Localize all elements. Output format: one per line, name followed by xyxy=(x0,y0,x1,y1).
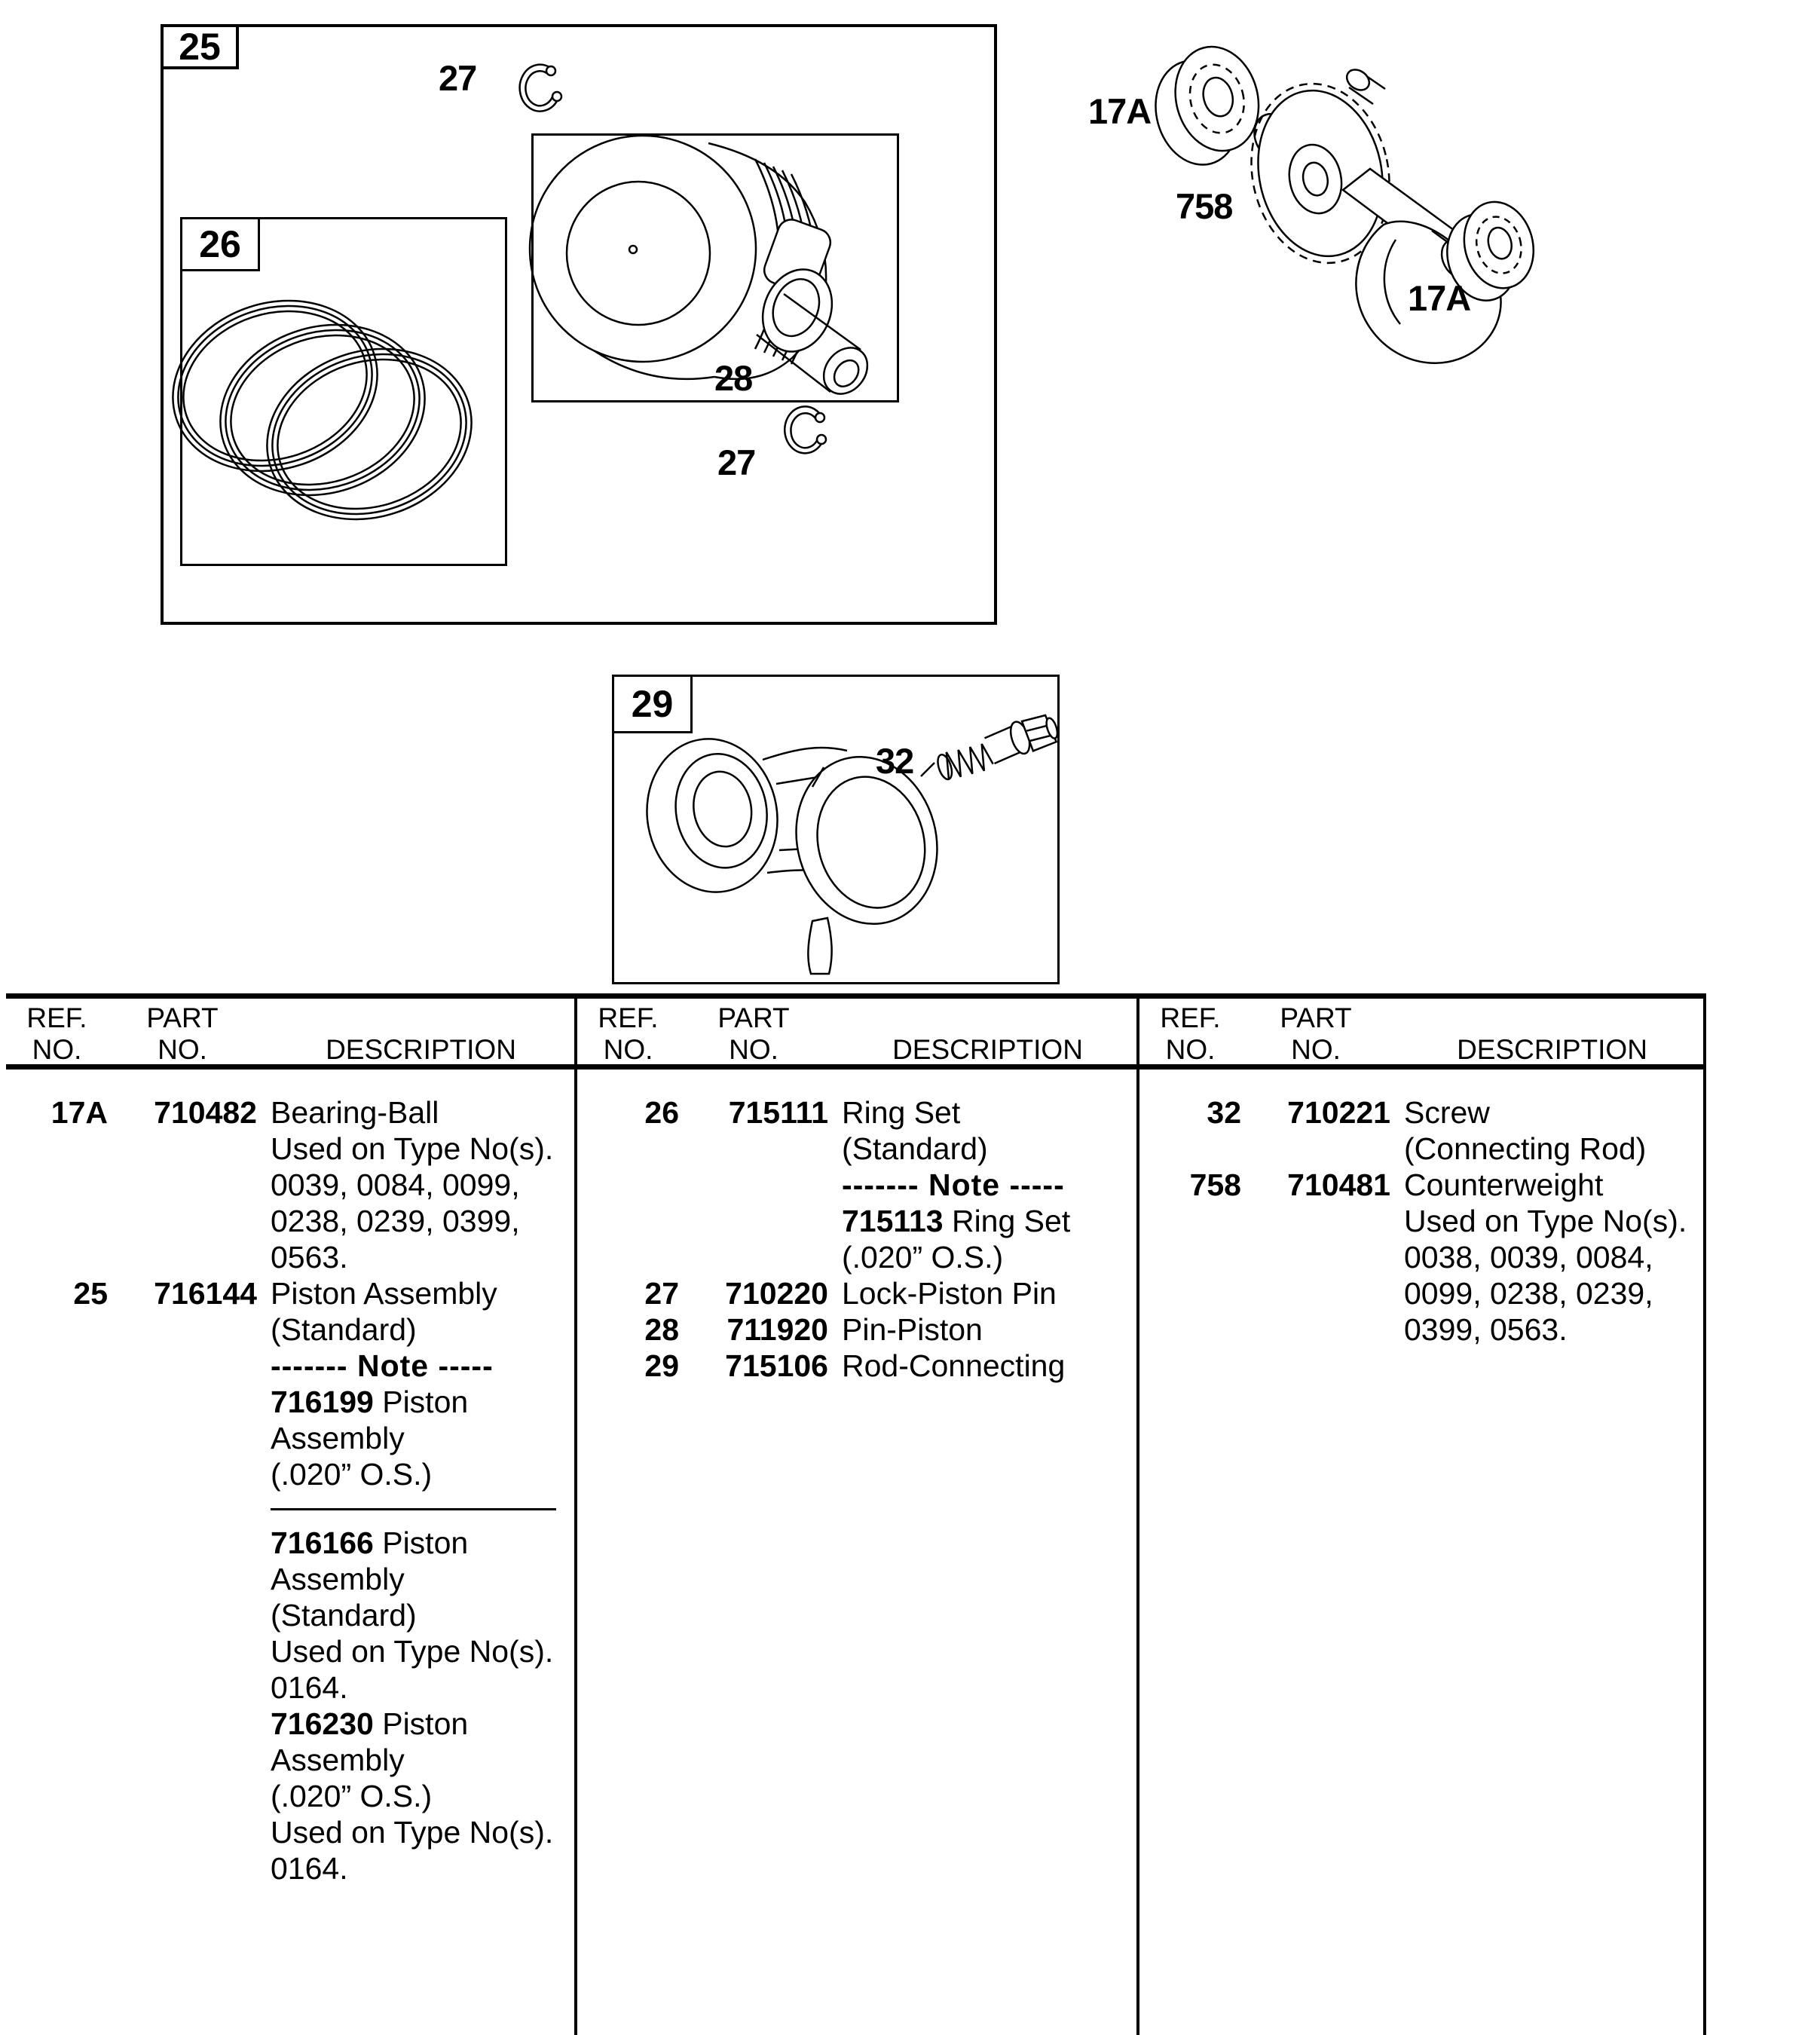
callout-32: 32 xyxy=(876,741,914,781)
part-header-line1: PART xyxy=(146,1002,219,1033)
part-no-cell: 710220 xyxy=(725,1276,828,1311)
description-cell xyxy=(257,1094,571,1275)
ref-header-line1: REF. xyxy=(1160,1002,1221,1033)
ref-no-cell: 28 xyxy=(644,1312,679,1347)
description-cell xyxy=(828,1311,1133,1348)
description-line: (Connecting Rod) xyxy=(1404,1131,1647,1166)
description-line: 0099, 0238, 0239, xyxy=(1404,1276,1653,1311)
table-row xyxy=(577,1094,1133,1275)
description-line: Counterweight xyxy=(1404,1167,1604,1202)
description-line: Screw xyxy=(1404,1095,1490,1130)
description-cell xyxy=(828,1094,1133,1275)
note-part-number: 716199 xyxy=(271,1385,374,1419)
note-divider xyxy=(271,1508,556,1510)
part-header-line2: NO. xyxy=(1291,1034,1341,1065)
table-row xyxy=(577,1275,1133,1311)
header-row-2 xyxy=(577,1034,1133,1066)
description-line: Assembly xyxy=(271,1562,405,1596)
description-line: Lock-Piston Pin xyxy=(842,1276,1057,1311)
description-line: Bearing-Ball xyxy=(271,1095,439,1130)
description-line: 0563. xyxy=(271,1240,348,1275)
description-header: DESCRIPTION xyxy=(1457,1034,1647,1065)
description-line: (.020” O.S.) xyxy=(842,1240,1004,1275)
part-header-line2: NO. xyxy=(729,1034,778,1065)
description-line: 0399, 0563. xyxy=(1404,1312,1568,1347)
figure-box-25-label xyxy=(161,24,239,69)
part-no-cell: 715111 xyxy=(728,1095,828,1130)
description-line: 0039, 0084, 0099, xyxy=(271,1167,520,1202)
ref-no-cell: 29 xyxy=(644,1348,679,1383)
callout-758: 758 xyxy=(1176,186,1233,226)
table-top-border xyxy=(6,993,1706,999)
description-line: Used on Type No(s). xyxy=(271,1634,554,1669)
description-cell xyxy=(1390,1094,1700,1167)
table-row xyxy=(6,1275,571,1887)
description-cell xyxy=(828,1348,1133,1384)
callout-28: 28 xyxy=(714,358,753,398)
description-line: (Standard) xyxy=(271,1312,417,1347)
table-body xyxy=(1139,1094,1700,1348)
callout-27-bottom: 27 xyxy=(717,442,756,482)
description-line: 715113 Ring Set xyxy=(842,1204,1071,1238)
description-header: DESCRIPTION xyxy=(892,1034,1083,1065)
description-line: Used on Type No(s). xyxy=(271,1815,554,1850)
part-header-line1: PART xyxy=(717,1002,790,1033)
figure-box-29 xyxy=(612,675,1060,984)
ref-no-cell: 17A xyxy=(50,1095,108,1130)
description-line: ------- Note ----- xyxy=(271,1348,494,1383)
ref-no-cell: 25 xyxy=(73,1276,108,1311)
header-row-2 xyxy=(6,1034,571,1066)
figure-box-26-label xyxy=(180,217,260,271)
description-line: Used on Type No(s). xyxy=(1404,1204,1687,1238)
description-line: 0238, 0239, 0399, xyxy=(271,1204,520,1238)
part-header-line1: PART xyxy=(1280,1002,1352,1033)
note-part-number: 716230 xyxy=(271,1706,374,1741)
description-line: (Standard) xyxy=(842,1131,988,1166)
parts-table-group-2 xyxy=(577,1002,1133,1384)
part-no-cell: 711920 xyxy=(726,1312,828,1347)
parts-table-group-1 xyxy=(6,1002,571,1887)
callout-27-top: 27 xyxy=(439,58,477,98)
header-row-1 xyxy=(6,1002,571,1034)
description-line: 0038, 0039, 0084, xyxy=(1404,1240,1653,1275)
description-line: Assembly xyxy=(271,1421,405,1455)
ref-header-line1: REF. xyxy=(26,1002,87,1033)
description-line: Assembly xyxy=(271,1743,405,1777)
table-body xyxy=(577,1094,1133,1384)
header-row-1 xyxy=(1139,1002,1700,1034)
table-body xyxy=(6,1094,571,1887)
note-part-number: 716166 xyxy=(271,1525,374,1560)
description-line: (.020” O.S.) xyxy=(271,1779,433,1813)
table-header xyxy=(1139,1002,1700,1067)
table-header xyxy=(577,1002,1133,1067)
part-no-cell: 710481 xyxy=(1287,1167,1390,1202)
table-header xyxy=(6,1002,571,1067)
description-line: 0164. xyxy=(271,1670,348,1705)
description-line: (Standard) xyxy=(271,1598,417,1633)
table-row xyxy=(6,1094,571,1275)
ref-no-cell: 27 xyxy=(644,1276,679,1311)
ref-header-line1: REF. xyxy=(598,1002,659,1033)
table-right-border xyxy=(1703,993,1706,2035)
description-line: Pin-Piston xyxy=(842,1312,983,1347)
description-line: 716199 Piston xyxy=(271,1385,469,1419)
part-no-cell: 710221 xyxy=(1287,1095,1390,1130)
part-no-cell: 716144 xyxy=(154,1276,257,1311)
description-line: 0164. xyxy=(271,1851,348,1886)
description-cell xyxy=(1390,1167,1700,1348)
note-part-number: 715113 xyxy=(842,1204,944,1238)
table-row xyxy=(577,1348,1133,1384)
part-no-cell: 710482 xyxy=(154,1095,257,1130)
description-line: 716230 Piston xyxy=(271,1706,469,1741)
description-line: Ring Set xyxy=(842,1095,961,1130)
table-row xyxy=(577,1311,1133,1348)
label-25: 25 xyxy=(179,26,221,68)
callout-17a-bottom: 17A xyxy=(1408,278,1471,318)
table-row xyxy=(1139,1094,1700,1167)
description-line: (.020” O.S.) xyxy=(271,1457,433,1492)
part-no-cell: 715106 xyxy=(725,1348,828,1383)
figure-box-26 xyxy=(180,217,507,566)
label-29: 29 xyxy=(631,683,674,725)
parts-table-group-3 xyxy=(1139,1002,1700,1348)
ref-header-line2: NO. xyxy=(1165,1034,1216,1065)
callout-17a-top: 17A xyxy=(1088,91,1152,131)
description-line: 716166 Piston xyxy=(271,1525,469,1560)
description-line: Used on Type No(s). xyxy=(271,1131,554,1166)
ref-header-line2: NO. xyxy=(32,1034,82,1065)
description-header: DESCRIPTION xyxy=(326,1034,516,1065)
label-26: 26 xyxy=(199,223,241,265)
description-line: ------- Note ----- xyxy=(842,1167,1065,1202)
ref-no-cell: 32 xyxy=(1207,1095,1241,1130)
header-row-1 xyxy=(577,1002,1133,1034)
part-header-line2: NO. xyxy=(158,1034,207,1065)
ref-no-cell: 26 xyxy=(644,1095,679,1130)
table-row xyxy=(1139,1167,1700,1348)
description-cell xyxy=(828,1275,1133,1311)
header-row-2 xyxy=(1139,1034,1700,1066)
description-cell xyxy=(257,1275,571,1887)
ref-header-line2: NO. xyxy=(603,1034,653,1065)
description-line: Rod-Connecting xyxy=(842,1348,1066,1383)
description-line: Piston Assembly xyxy=(271,1276,497,1311)
figure-box-29-label xyxy=(612,675,693,733)
ref-no-cell: 758 xyxy=(1189,1167,1241,1202)
ball-bearing-top-drawing xyxy=(1142,38,1272,175)
